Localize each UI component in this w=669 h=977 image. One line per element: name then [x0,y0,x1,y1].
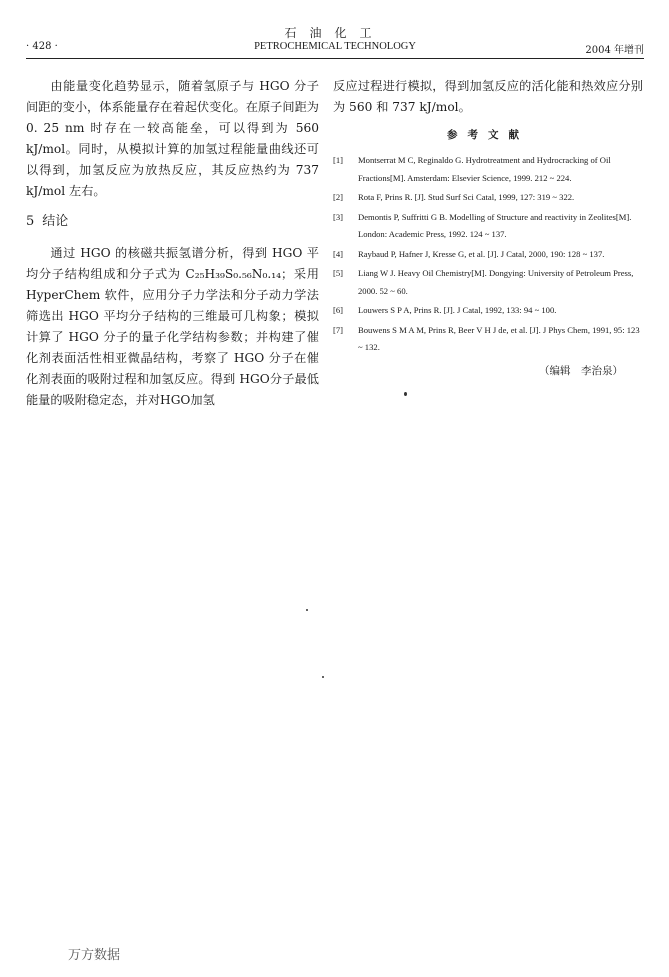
editor-credit: （编辑 李治泉） [539,364,623,377]
reference-text: Montserrat M C, Reginaldo G. Hydrotreatment and Hydrocracking of Oil Fractions[M]. Amsterdam: Elsevier Science, 1999. 212 ~ 224. [358,155,611,183]
reference-item [333,209,643,244]
left-column [26,76,319,411]
page-number: · 428 · [26,41,58,52]
reference-number: [5] [333,268,344,278]
paragraph-energy: 由能量变化趋势显示，随着氢原子与 HGO 分子间距的变小，体系能量存在着起伏变化。在原子间距为 0. 25 nm 时存在一较高能垒，可以得到为 560 kJ/mol。同时，从模拟计算的加氢过程能量曲线还可以得到，加氢反应为放热反应，其反应热约为 737 kJ/mol 左右。 [26,79,319,198]
reference-text: Raybaud P, Hafner J, Kresse G, et al. [J]. J Catal, 2000, 190: 128 ~ 137. [358,248,605,259]
reference-number: [4] [333,248,344,259]
reference-item [333,189,643,207]
reference-item [333,265,643,300]
reference-number: [2] [333,192,344,202]
reference-text: Bouwens S M A M, Prins R, Beer V H J de, et al. [J]. J Phys Chem, 1991, 95: 123 ~ 132. [358,324,640,352]
issue-label: 2004 年增刊 [585,45,644,56]
reference-list [333,152,643,357]
paragraph-conclusion: 通过 HGO 的核磁共振氢谱分析，得到 HGO 平均分子结构组成和分子式为 C₂₅H₃₉S₀.₅₆N₀.₁₄；采用 HyperChem 软件，应用分子力学法和分子动力学法筛选出 HGO 平均分子结构的三维最可几构象；模拟计算了 HGO 分子的量子化学结构参数；并构建了催化剂表面活性相亚微晶结构，考察了 HGO 分子在催化剂表面的吸附过程和加氢反应。得到 HGO分子最低能量的吸附稳定态，并对HGO加氢 [26,246,319,407]
section-number: 5 [26,214,35,229]
paragraph-continued: 反应过程进行模拟，得到加氢反应的活化能和热效应分别为 560 和 737 kJ/mol。 [333,79,643,114]
reference-item [333,246,643,264]
reference-text: Louwers S P A, Prins R. [J]. J Catal, 1992, 133: 94 ~ 100. [358,305,557,315]
reference-item [333,302,643,320]
header-rule [26,58,644,59]
scan-speck [306,609,308,611]
reference-number: [7] [333,324,344,335]
reference-item [333,152,643,187]
reference-number: [1] [333,155,344,165]
running-header [26,41,644,57]
reference-text: Rota F, Prins R. [J]. Stud Surf Sci Catal, 1999, 127: 319 ~ 322. [358,192,575,202]
references-title: 参考文献 [447,129,529,141]
watermark-wanfang: 万方数据 [68,948,121,963]
journal-title-cn: 石油化工 [284,26,385,40]
section-heading [26,211,319,232]
scan-speck [404,392,407,396]
section-title: 结论 [42,214,69,229]
reference-text: Demontis P, Suffritti G B. Modelling of Structure and reactivity in Zeolites[M]. London: Academic Press, 1992. 124 ~ 137. [358,211,632,239]
right-column [333,76,643,378]
reference-item [333,322,643,357]
reference-text: Liang W J. Heavy Oil Chemistry[M]. Dongying: University of Petroleum Press, 2000. 52 ~ 60. [358,268,634,296]
reference-number: [3] [333,211,344,222]
scan-speck [322,676,324,678]
journal-title-en: PETROCHEMICAL TECHNOLOGY [254,41,416,52]
reference-number: [6] [333,305,344,315]
